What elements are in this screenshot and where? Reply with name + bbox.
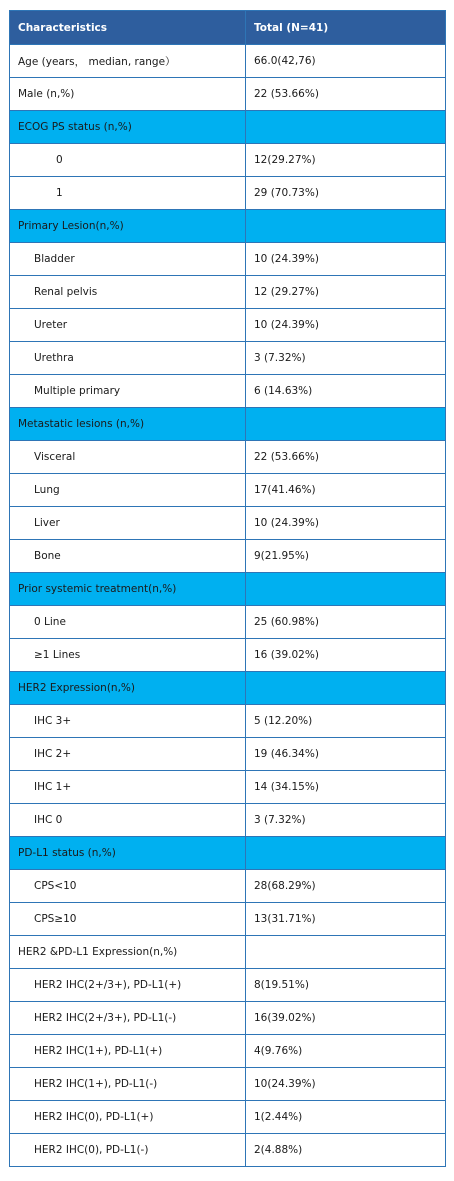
table-row [10, 177, 446, 210]
row-value: 5 (12.20%) [246, 705, 446, 738]
row-label: HER2 IHC(2+/3+), PD-L1(-) [10, 1002, 246, 1035]
row-value: 17(41.46%) [246, 474, 446, 507]
section-label: ECOG PS status (n,%) [10, 111, 246, 144]
row-label: CPS≥10 [10, 903, 246, 936]
row-label: IHC 1+ [10, 771, 246, 804]
row-label: ≥1 Lines [10, 639, 246, 672]
table-body [10, 45, 446, 1167]
row-value: 13(31.71%) [246, 903, 446, 936]
row-value: 12(29.27%) [246, 144, 446, 177]
table-row [10, 1068, 446, 1101]
row-label: Ureter [10, 309, 246, 342]
table-row [10, 441, 446, 474]
row-label: HER2 IHC(0), PD-L1(-) [10, 1134, 246, 1167]
table-header-row [10, 11, 446, 45]
table-row [10, 870, 446, 903]
row-value: 4(9.76%) [246, 1035, 446, 1068]
row-value: 12 (29.27%) [246, 276, 446, 309]
header-characteristics: Characteristics [10, 11, 246, 45]
row-value: 6 (14.63%) [246, 375, 446, 408]
row-label: CPS<10 [10, 870, 246, 903]
row-value: 3 (7.32%) [246, 342, 446, 375]
row-label: HER2 IHC(2+/3+), PD-L1(+) [10, 969, 246, 1002]
section-label: Primary Lesion(n,%) [10, 210, 246, 243]
row-label: 0 Line [10, 606, 246, 639]
section-row [10, 210, 446, 243]
table-row [10, 804, 446, 837]
section-row [10, 837, 446, 870]
table-row [10, 969, 446, 1002]
table-row [10, 507, 446, 540]
table-row [10, 276, 446, 309]
row-value [246, 936, 446, 969]
table-row [10, 1134, 446, 1167]
row-value: 22 (53.66%) [246, 441, 446, 474]
row-value: 66.0(42,76) [246, 45, 446, 78]
row-label: 0 [10, 144, 246, 177]
row-value: 10 (24.39%) [246, 309, 446, 342]
section-label: PD-L1 status (n,%) [10, 837, 246, 870]
row-value: 14 (34.15%) [246, 771, 446, 804]
table-row [10, 771, 446, 804]
row-value: 10 (24.39%) [246, 243, 446, 276]
row-label: Male (n,%) [10, 78, 246, 111]
row-label: Visceral [10, 441, 246, 474]
row-value: 19 (46.34%) [246, 738, 446, 771]
table-row [10, 1002, 446, 1035]
section-row [10, 111, 446, 144]
table-row [10, 375, 446, 408]
characteristics-table [9, 10, 446, 1167]
section-label: Metastatic lesions (n,%) [10, 408, 246, 441]
table-row [10, 903, 446, 936]
row-value: 3 (7.32%) [246, 804, 446, 837]
row-label: Renal pelvis [10, 276, 246, 309]
row-value: 1(2.44%) [246, 1101, 446, 1134]
row-label: HER2 IHC(1+), PD-L1(+) [10, 1035, 246, 1068]
row-value: 29 (70.73%) [246, 177, 446, 210]
section-label: Prior systemic treatment(n,%) [10, 573, 246, 606]
row-value: 8(19.51%) [246, 969, 446, 1002]
table-row [10, 1035, 446, 1068]
row-label: HER2 IHC(0), PD-L1(+) [10, 1101, 246, 1134]
table-row [10, 309, 446, 342]
table-row [10, 474, 446, 507]
row-label: 1 [10, 177, 246, 210]
row-value: 10 (24.39%) [246, 507, 446, 540]
row-label: Lung [10, 474, 246, 507]
row-value: 22 (53.66%) [246, 78, 446, 111]
table-row [10, 342, 446, 375]
row-value: 16(39.02%) [246, 1002, 446, 1035]
row-value [246, 408, 446, 441]
table-row [10, 705, 446, 738]
table-row [10, 243, 446, 276]
row-label: Age (years， median, range） [10, 45, 246, 78]
table-row [10, 639, 446, 672]
section-label: HER2 &PD-L1 Expression(n,%) [10, 936, 246, 969]
row-label: IHC 3+ [10, 705, 246, 738]
row-value: 9(21.95%) [246, 540, 446, 573]
row-value [246, 111, 446, 144]
table-row [10, 1101, 446, 1134]
section-row [10, 573, 446, 606]
table-row [10, 738, 446, 771]
section-row [10, 408, 446, 441]
row-label: Bladder [10, 243, 246, 276]
table-row [10, 606, 446, 639]
header-total: Total (N=41) [246, 11, 446, 45]
table-row [10, 144, 446, 177]
section-row [10, 672, 446, 705]
row-value: 28(68.29%) [246, 870, 446, 903]
row-label: IHC 2+ [10, 738, 246, 771]
row-value [246, 210, 446, 243]
row-value: 25 (60.98%) [246, 606, 446, 639]
row-value: 2(4.88%) [246, 1134, 446, 1167]
table-row [10, 78, 446, 111]
table-row [10, 540, 446, 573]
section-label: HER2 Expression(n,%) [10, 672, 246, 705]
row-label: Multiple primary [10, 375, 246, 408]
row-label: Liver [10, 507, 246, 540]
row-value: 10(24.39%) [246, 1068, 446, 1101]
row-value [246, 573, 446, 606]
row-label: IHC 0 [10, 804, 246, 837]
section-row [10, 936, 446, 969]
row-value [246, 672, 446, 705]
table-row [10, 45, 446, 78]
row-label: Bone [10, 540, 246, 573]
row-value: 16 (39.02%) [246, 639, 446, 672]
row-label: HER2 IHC(1+), PD-L1(-) [10, 1068, 246, 1101]
row-value [246, 837, 446, 870]
row-label: Urethra [10, 342, 246, 375]
